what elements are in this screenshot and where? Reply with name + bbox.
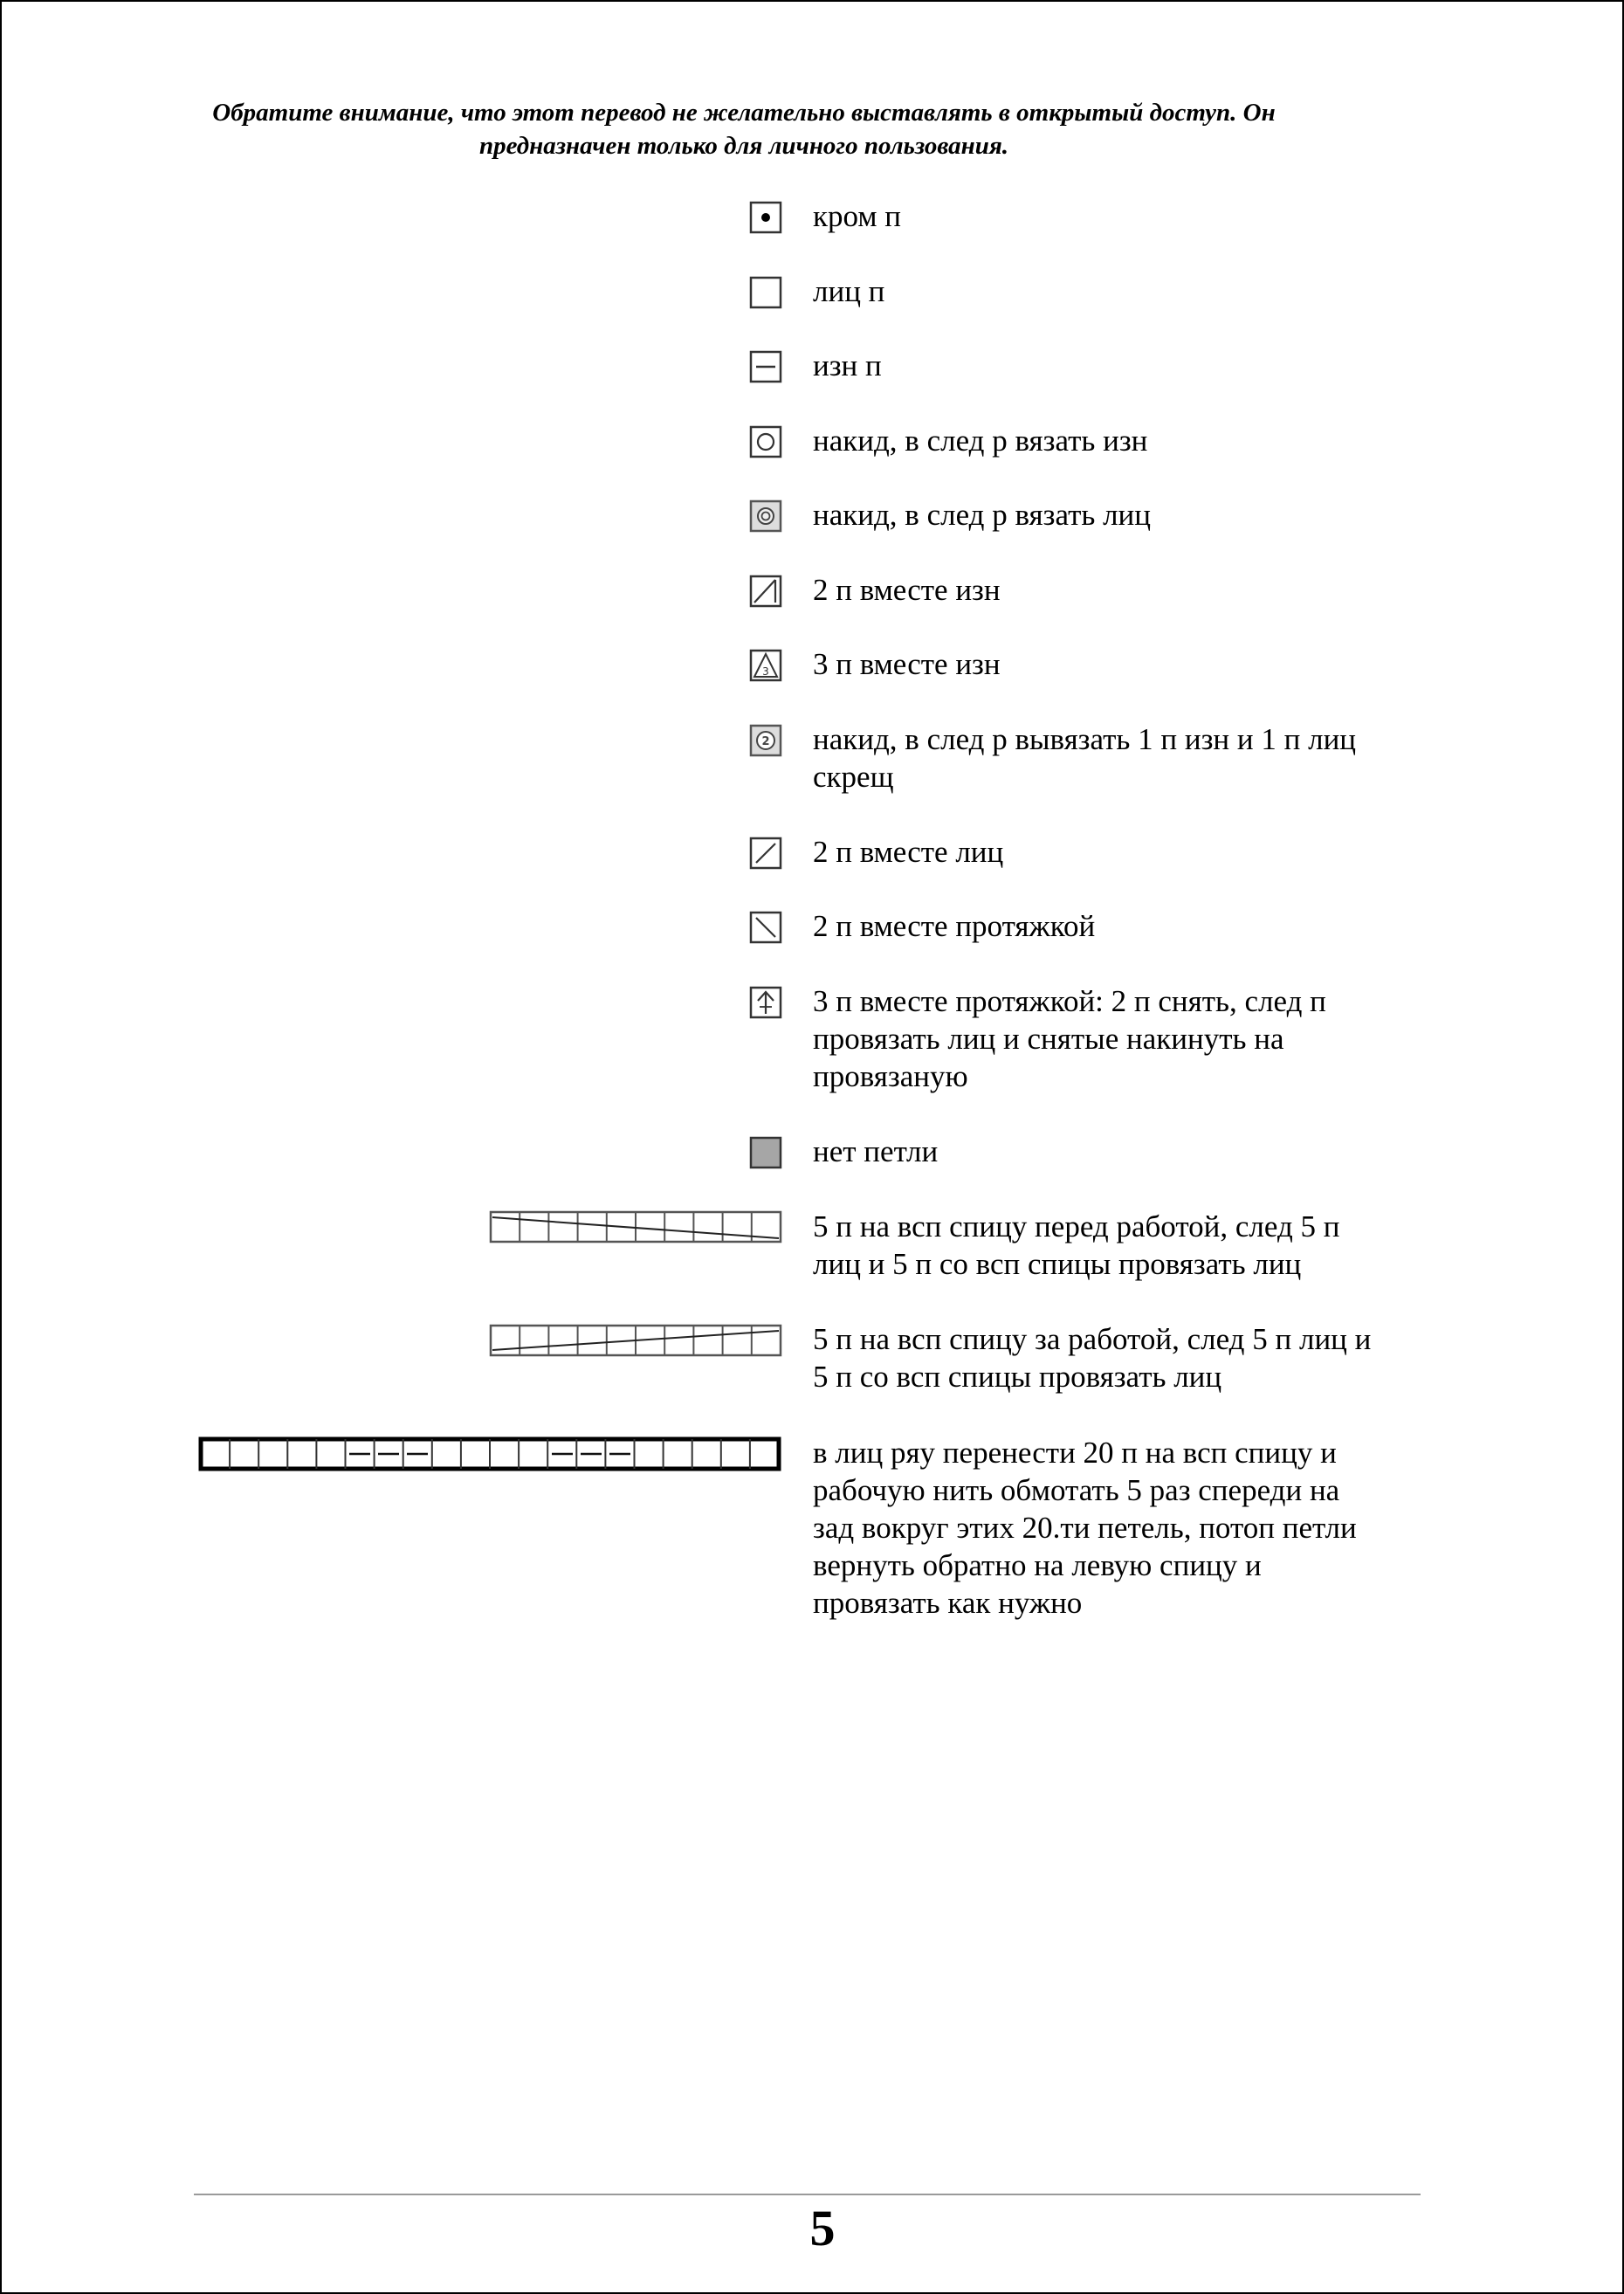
svg-text:3: 3 bbox=[762, 665, 769, 678]
wrap-twenty-icon bbox=[198, 1436, 781, 1471]
two-together-slip-icon bbox=[749, 911, 782, 944]
legend-text-yarn-over-knit: накид, в след р вязать лиц bbox=[813, 498, 1152, 532]
svg-text:2: 2 bbox=[761, 735, 770, 748]
knit-stitch-icon bbox=[749, 276, 782, 309]
purl-stitch-icon bbox=[749, 350, 782, 383]
no-stitch-icon bbox=[749, 1136, 782, 1169]
legend-text-two-together-knit: 2 п вместе лиц bbox=[813, 835, 1004, 869]
edge-stitch-icon bbox=[749, 201, 782, 234]
legend-text-three-together-slip: 3 п вместе протяжкой: 2 п снять, след п провязать лиц и снятые накинуть на провязаную bbox=[813, 984, 1326, 1093]
two-together-purl-icon bbox=[749, 575, 782, 608]
two-together-knit-icon bbox=[749, 837, 782, 870]
legend-text-no-stitch: нет петли bbox=[813, 1134, 939, 1168]
page-number: 5 bbox=[809, 2200, 836, 2256]
legend-text-yarn-over-purl: накид, в след р вязать изн bbox=[813, 424, 1148, 458]
legend-text-cable-back: 5 п на всп спицу за работой, след 5 п лиц и 5 п со всп спицы провязать лиц bbox=[813, 1322, 1372, 1394]
legend-text-cable-front: 5 п на всп спицу перед работой, след 5 п лиц и 5 п со всп спицы провязать лиц bbox=[813, 1209, 1340, 1281]
legend-text-knit-stitch: лиц п bbox=[813, 274, 885, 308]
three-together-slip-icon bbox=[749, 986, 782, 1019]
privacy-notice bbox=[211, 96, 1276, 162]
legend-text-yarn-over-two: накид, в след р вывязать 1 п изн и 1 п лиц скрещ bbox=[813, 722, 1357, 794]
privacy-notice-line-1: Обратите внимание, что этот перевод не желательно выставлять в открытый доступ. Он bbox=[212, 99, 1276, 127]
yarn-over-knit-icon bbox=[749, 499, 782, 533]
legend-text-edge-stitch: кром п bbox=[813, 199, 901, 233]
cable-back-icon bbox=[489, 1324, 782, 1357]
yarn-over-purl-icon bbox=[749, 425, 782, 458]
legend-text-two-together-slip: 2 п вместе протяжкой bbox=[813, 909, 1096, 943]
yarn-over-two-icon bbox=[749, 724, 782, 757]
three-together-purl-icon bbox=[749, 649, 782, 682]
legend-text-two-together-purl: 2 п вместе изн bbox=[813, 573, 1001, 607]
privacy-notice-line-2: предназначен только для личного пользования. bbox=[478, 132, 1009, 160]
legend-text-three-together-purl: 3 п вместе изн bbox=[813, 647, 1001, 681]
legend-text-purl-stitch: изн п bbox=[813, 348, 882, 382]
cable-front-icon bbox=[489, 1210, 782, 1243]
legend-text-wrap-twenty: в лиц ряу перенести 20 п на всп спицу и рабочую нить обмотать 5 раз спереди на зад вокруг этих 20.ти петель, потоп петли вернуть обратно на левую спицу и провязать как нужно bbox=[813, 1436, 1357, 1620]
